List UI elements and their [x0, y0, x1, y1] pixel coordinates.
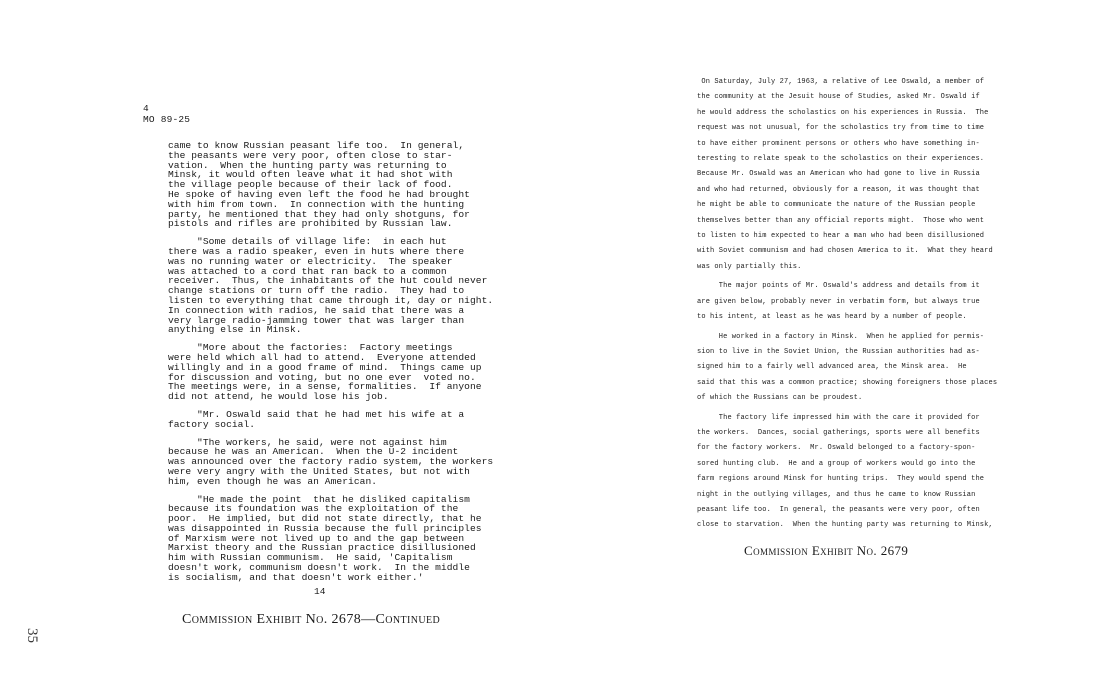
paragraph [168, 343, 490, 402]
text-line: "He made the point that he disliked capitalism [168, 493, 470, 505]
text-line: there was a radio speaker, even in huts where there [168, 245, 465, 257]
text-line: he might be able to communicate the nature of the Russian people [697, 201, 976, 210]
paragraph [697, 75, 1022, 275]
right-page-body-text [697, 75, 1022, 538]
text-line: vation. When the hunting party was returning to [168, 159, 447, 171]
text-line: with him from town. In connection with the hunting [168, 198, 465, 210]
file-reference: MO 89-25 [143, 114, 191, 125]
volume-page-number: 35 [24, 628, 40, 643]
text-line: party, he mentioned that they had only shotguns, for [168, 208, 470, 220]
paragraph [168, 495, 490, 583]
text-line: were very angry with the United States, but not with [168, 465, 470, 477]
paragraph [168, 236, 494, 336]
text-line: is socialism, and that doesn't work either.' [168, 571, 424, 583]
text-line: are given below, probably never in verbatim form, but always true [697, 297, 980, 306]
text-line: he would address the scholastics on his experiences in Russia. The [697, 108, 989, 117]
text-line: themselves better than any official reports might. Those who went [697, 216, 985, 225]
text-line: poor. He implied, but did not state directly, that he [168, 513, 482, 525]
text-line: change stations or turn off the radio. They had to [168, 285, 465, 297]
text-line: listen to everything that came through it, day or night. [168, 294, 494, 306]
text-line: Because Mr. Oswald was an American who had gone to live in Russia [697, 170, 980, 179]
text-line: He spoke of having even left the food he had brought [168, 188, 470, 200]
text-line: the workers. Dances, social gatherings, sports were all benefits [697, 428, 980, 437]
text-line: doesn't work, communism doesn't work. In the middle [168, 562, 470, 574]
text-line: was disappointed in Russia because the full principles [168, 522, 482, 534]
text-line: was attached to a cord that ran back to a common [168, 265, 447, 277]
text-line: teresting to relate speak to the scholastics on their experiences. [697, 155, 985, 164]
text-line: sored hunting club. He and a group of workers would go into the [697, 459, 976, 468]
text-line: close to starvation. When the hunting party was returning to Minsk, [697, 521, 993, 530]
paragraph [697, 279, 1022, 325]
text-line: of which the Russians can be proudest. [697, 394, 863, 403]
text-line: were held which all had to attend. Everyone attended [168, 351, 476, 363]
text-line: to have either prominent persons or others who have something in- [697, 139, 980, 148]
text-line: farm regions around Minsk for hunting trips. They would spend the [697, 475, 985, 484]
text-line: sion to live in the Soviet Union, the Russian authorities had as- [697, 347, 980, 356]
text-line: for discussion and voting, but no one ever voted no. [168, 371, 476, 383]
text-line: peasant life too. In general, the peasants were very poor, often [697, 505, 980, 514]
text-line: was only partially this. [697, 262, 802, 271]
text-line: request was not unusual, for the scholastics try from time to time [697, 124, 985, 133]
paragraph [697, 330, 1022, 407]
paragraph [168, 141, 490, 229]
text-line: and who had returned, obviously for a reason, it was thought that [697, 185, 980, 194]
text-line: In connection with radios, he said that there was a [168, 304, 465, 316]
page-sequence-number: 4 [143, 103, 149, 114]
exhibit-caption-left: Commission Exhibit No. 2678—Continued [182, 612, 441, 627]
text-line: signed him to a fairly well advanced area, the Minsk area. He [697, 363, 967, 372]
text-line: "Mr. Oswald said that he had met his wife at a [168, 408, 465, 420]
text-line: did not attend, he would lose his job. [168, 391, 389, 403]
text-line: The major points of Mr. Oswald's address and details from it [697, 282, 980, 291]
text-line: because he was an American. When the U-2 incident [168, 446, 459, 458]
text-line: The factory life impressed him with the care it provided for [697, 413, 980, 422]
text-line: night in the outlying villages, and thus he came to know Russian [697, 490, 976, 499]
text-line: to his intent, at least as he was heard by a number of people. [697, 313, 967, 322]
text-line: factory social. [168, 418, 256, 430]
text-line: "The workers, he said, were not against him [168, 436, 447, 448]
text-line: willingly and in a good frame of mind. Things came up [168, 361, 482, 373]
text-line: said that this was a common practice; showing foreigners those places [697, 378, 998, 387]
text-line: Minsk, it would often leave what it had shot with [168, 169, 453, 181]
text-line: He worked in a factory in Minsk. When he applied for permis- [697, 332, 985, 341]
text-line: anything else in Minsk. [168, 324, 302, 336]
text-line: "More about the factories: Factory meetings [168, 342, 453, 354]
paragraph [168, 410, 490, 430]
text-line: very large radio-jamming tower that was larger than [168, 314, 465, 326]
exhibit-caption-right: Commission Exhibit No. 2679 [744, 543, 909, 558]
text-line: of Marxism were not lived up to and the gap between [168, 532, 465, 544]
text-line: him, even though he was an American. [168, 475, 378, 487]
text-line: "Some details of village life: in each hut [168, 236, 447, 248]
paragraph [697, 411, 1022, 534]
text-line: was no running water or electricity. The speaker [168, 255, 453, 267]
text-line: The meetings were, in a sense, formalities. If anyone [168, 381, 482, 393]
text-line: for the factory workers. Mr. Oswald belonged to a factory-spon- [697, 444, 976, 453]
text-line: the peasants were very poor, often close to star- [168, 149, 453, 161]
page-number: 14 [314, 586, 326, 597]
right-page [547, 0, 1094, 691]
text-line: On Saturday, July 27, 1963, a relative of Lee Oswald, a member of [697, 78, 985, 86]
text-line: pistols and rifles are prohibited by Russian law. [168, 218, 453, 230]
text-line: with Soviet communism and had chosen America to it. What they heard [697, 247, 993, 256]
left-page-body-text [168, 140, 494, 591]
text-line: the village people because of their lack of food. [168, 179, 453, 191]
paragraph [168, 436, 494, 487]
text-line: was announced over the factory radio system, the workers [168, 456, 494, 468]
text-line: receiver. Thus, the inhabitants of the hut could never [168, 275, 488, 287]
file-number [143, 103, 190, 125]
text-line: to listen to him expected to hear a man who had been disillusioned [697, 232, 985, 241]
text-line: the community at the Jesuit house of Studies, asked Mr. Oswald if [697, 93, 980, 102]
text-line: came to know Russian peasant life too. In general, [168, 140, 465, 151]
text-line: Marxist theory and the Russian practice disillusioned [168, 542, 476, 554]
text-line: because its foundation was the exploitation of the [168, 503, 459, 515]
text-line: him with Russian communism. He said, 'Capitalism [168, 552, 453, 564]
